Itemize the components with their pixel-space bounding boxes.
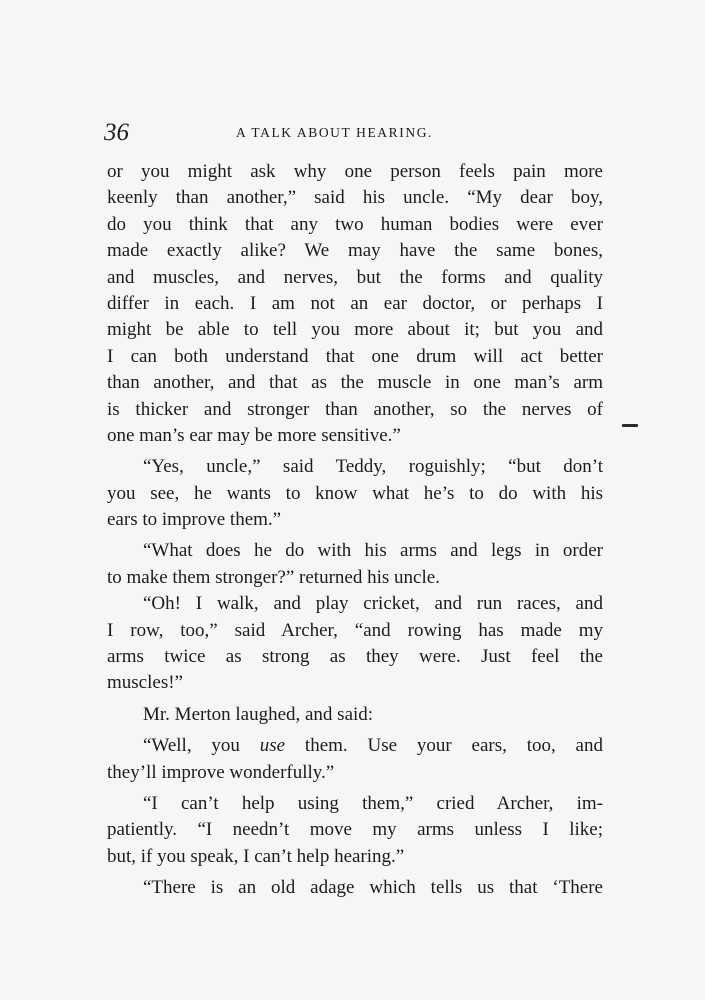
text-line: to make them stronger?” returned his uncle.	[107, 566, 440, 588]
text-line: one man’s ear may be more sensitive.”	[107, 424, 401, 446]
paragraph	[107, 454, 603, 533]
text-line: and muscles, and nerves, but the forms and quality	[107, 266, 603, 288]
text-line: I row, too,” said Archer, “and rowing has made my	[107, 619, 603, 641]
text-line: ears to improve them.”	[107, 509, 282, 531]
text-line: than another, and that as the muscle in one man’s arm	[107, 372, 603, 394]
text-line: I can both understand that one drum will act better	[107, 345, 603, 367]
text-line: made exactly alike? We may have the same bones,	[107, 240, 603, 262]
text-line: or you might ask why one person feels pain more	[107, 161, 603, 182]
text-line: Mr. Merton laughed, and said:	[143, 703, 374, 725]
paragraph	[107, 702, 603, 728]
body-text	[107, 159, 603, 902]
emphasis-text: use	[259, 735, 286, 757]
paragraph	[107, 733, 603, 786]
text-line: is thicker and stronger than another, so the nerves of	[107, 398, 603, 420]
text-line: you see, he wants to know what he’s to do with his	[107, 482, 603, 504]
text-line: muscles!”	[107, 672, 183, 694]
paragraph	[107, 159, 603, 449]
text-line: “There is an old adage which tells us that ‘There	[143, 877, 603, 899]
text-line: patiently. “I needn’t move my arms unless I like;	[107, 819, 603, 841]
paragraph	[107, 791, 603, 870]
page-header	[104, 118, 604, 148]
text-run: “Well, you	[143, 735, 260, 757]
text-line: arms twice as strong as they were. Just feel the	[107, 646, 603, 668]
text-line: “Yes, uncle,” said Teddy, roguishly; “but don’t	[143, 456, 603, 478]
text-line: “What does he do with his arms and legs in order	[143, 540, 603, 562]
text-line: “Oh! I walk, and play cricket, and run races, and	[143, 593, 603, 615]
text-line: differ in each. I am not an ear doctor, or perhaps I	[107, 292, 603, 314]
paragraph	[107, 875, 603, 901]
running-head: A TALK ABOUT HEARING.	[236, 125, 434, 140]
margin-mark	[622, 424, 638, 427]
text-line: they’ll improve wonderfully.”	[107, 761, 335, 783]
text-line: do you think that any two human bodies were ever	[107, 213, 603, 235]
paragraph	[107, 538, 603, 591]
text-line	[107, 733, 603, 759]
paragraph	[107, 591, 603, 697]
text-line: “I can’t help using them,” cried Archer, im-	[143, 792, 603, 814]
text-line: keenly than another,” said his uncle. “My dear boy,	[107, 187, 603, 209]
text-run: them. Use your ears, too, and	[285, 735, 603, 757]
text-line: might be able to tell you more about it; but you and	[107, 319, 603, 341]
page-number: 36	[104, 119, 129, 146]
text-line: but, if you speak, I can’t help hearing.”	[107, 845, 405, 867]
